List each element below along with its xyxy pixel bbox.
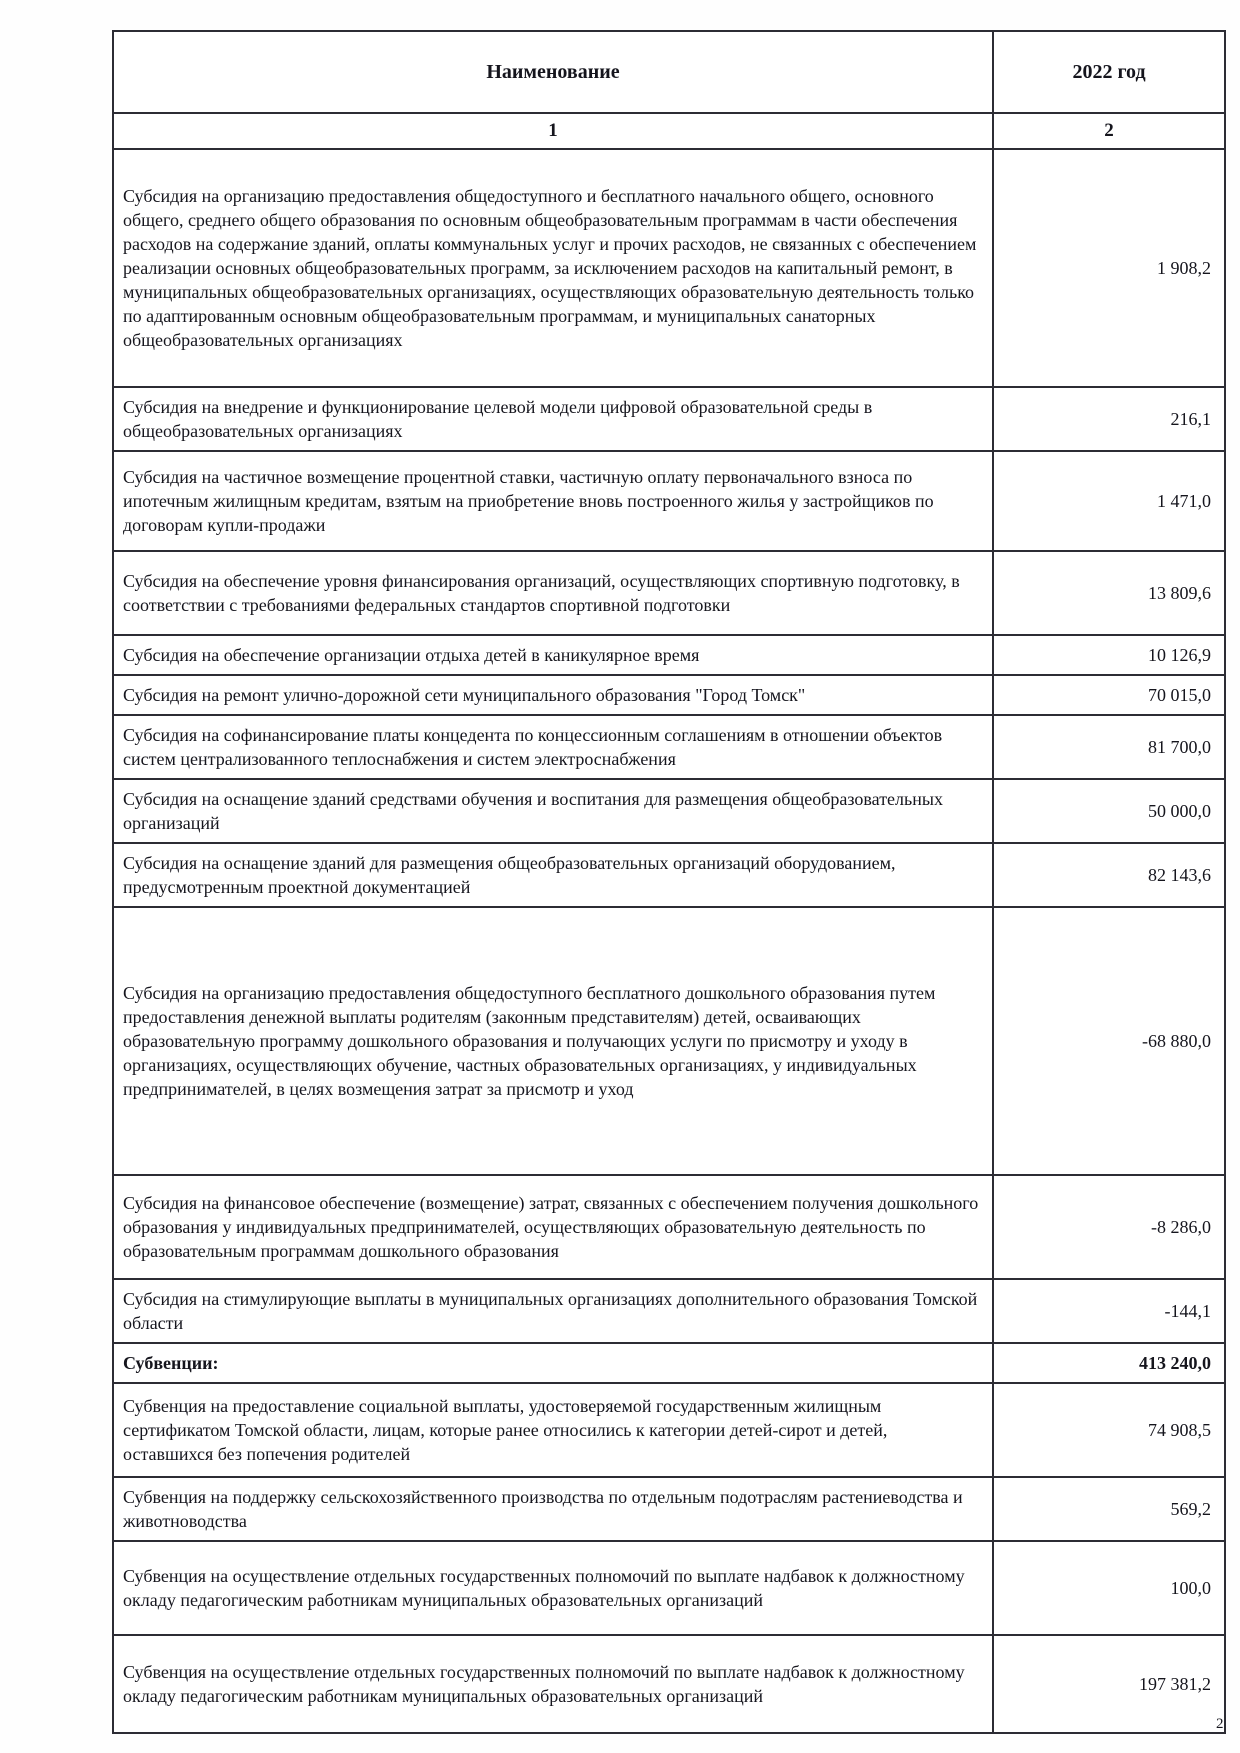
row-name-cell: Субсидия на частичное возмещение процентной ставки, частичную оплату первоначального взноса по ипотечным жилищным кредитам, взятым на приобретение вновь построенного жилья у застройщиков по договорам купли-продажи: [113, 451, 993, 551]
row-value-cell: 70 015,0: [993, 675, 1225, 715]
subheader-row: [113, 113, 1225, 149]
row-value-cell: 1 471,0: [993, 451, 1225, 551]
table-row: [113, 635, 1225, 675]
row-value-cell: -68 880,0: [993, 907, 1225, 1175]
row-name-cell: Субвенция на поддержку сельскохозяйственного производства по отдельным подотраслям растениеводства и животноводства: [113, 1477, 993, 1541]
table-row: [113, 1279, 1225, 1343]
row-value-cell: 81 700,0: [993, 715, 1225, 779]
budget-table: [112, 30, 1226, 1734]
row-name-cell: Субсидия на организацию предоставления общедоступного бесплатного дошкольного образования путем предоставления денежной выплаты родителям (законным представителям) детей, осваивающих образовательную программу дошкольного образования и получающих услуги по присмотру и уходу в организациях, осуществляющих обучение, частных образовательных организациях, у индивидуальных предпринимателей, в целях возмещения затрат за присмотр и уход: [113, 907, 993, 1175]
row-name-cell: Субсидия на организацию предоставления общедоступного и бесплатного начального общего, основного общего, среднего общего образования по основным общеобразовательным программам в части обеспечения расходов на содержание зданий, оплаты коммунальных услуг и прочих расходов, не связанных с обеспечением реализации основных общеобразовательных программ, за исключением расходов на капитальный ремонт, в муниципальных общеобразовательных организациях, осуществляющих образовательную деятельность только по адаптированным основным общеобразовательным программам, и муниципальных санаторных общеобразовательных организациях: [113, 149, 993, 387]
row-value-cell: 74 908,5: [993, 1383, 1225, 1477]
row-name-cell: Субсидия на оснащение зданий для размещения общеобразовательных организаций оборудованием, предусмотренным проектной документацией: [113, 843, 993, 907]
row-name-cell: Субвенция на осуществление отдельных государственных полномочий по выплате надбавок к должностному окладу педагогическим работникам муниципальных образовательных организаций: [113, 1541, 993, 1635]
row-value-cell: 1 908,2: [993, 149, 1225, 387]
table-row: [113, 1383, 1225, 1477]
row-value-cell: 197 381,2: [993, 1635, 1225, 1733]
row-value-cell: 413 240,0: [993, 1343, 1225, 1383]
table-row: [113, 387, 1225, 451]
row-value-cell: 50 000,0: [993, 779, 1225, 843]
table-row: [113, 1175, 1225, 1279]
row-name-cell: Субвенции:: [113, 1343, 993, 1383]
row-value-cell: 13 809,6: [993, 551, 1225, 635]
header-name-column: Наименование: [113, 31, 993, 113]
row-name-cell: Субсидия на ремонт улично-дорожной сети муниципального образования "Город Томск": [113, 675, 993, 715]
row-name-cell: Субсидия на стимулирующие выплаты в муниципальных организациях дополнительного образования Томской области: [113, 1279, 993, 1343]
table-row: [113, 1477, 1225, 1541]
table-row: [113, 779, 1225, 843]
row-value-cell: 10 126,9: [993, 635, 1225, 675]
table-row: [113, 843, 1225, 907]
table-row: [113, 149, 1225, 387]
table-row: [113, 451, 1225, 551]
row-value-cell: -144,1: [993, 1279, 1225, 1343]
row-value-cell: 569,2: [993, 1477, 1225, 1541]
row-value-cell: 100,0: [993, 1541, 1225, 1635]
row-name-cell: Субсидия на обеспечение организации отдыха детей в каникулярное время: [113, 635, 993, 675]
table-row: [113, 675, 1225, 715]
table-row: [113, 907, 1225, 1175]
table-row: [113, 1635, 1225, 1733]
table-row: [113, 1541, 1225, 1635]
column-number-1: 1: [113, 113, 993, 149]
row-name-cell: Субсидия на оснащение зданий средствами обучения и воспитания для размещения общеобразовательных организаций: [113, 779, 993, 843]
table-row-subventions-total: [113, 1343, 1225, 1383]
row-name-cell: Субсидия на внедрение и функционирование целевой модели цифровой образовательной среды в общеобразовательных организациях: [113, 387, 993, 451]
row-name-cell: Субсидия на финансовое обеспечение (возмещение) затрат, связанных с обеспечением получения дошкольного образования у индивидуальных предпринимателей, осуществляющих образовательную деятельность по образовательным программам дошкольного образования: [113, 1175, 993, 1279]
row-name-cell: Субвенция на предоставление социальной выплаты, удостоверяемой государственным жилищным сертификатом Томской области, лицам, которые ранее относились к категории детей-сирот и детей, оставшихся без попечения родителей: [113, 1383, 993, 1477]
row-name-cell: Субвенция на осуществление отдельных государственных полномочий по выплате надбавок к должностному окладу педагогическим работникам муниципальных образовательных организаций: [113, 1635, 993, 1733]
row-value-cell: 82 143,6: [993, 843, 1225, 907]
page-number: 2: [1216, 1716, 1224, 1732]
row-name-cell: Субсидия на софинансирование платы концедента по концессионным соглашениям в отношении объектов систем централизованного теплоснабжения и систем электроснабжения: [113, 715, 993, 779]
table-head: [113, 31, 1225, 149]
row-name-cell: Субсидия на обеспечение уровня финансирования организаций, осуществляющих спортивную подготовку, в соответствии с требованиями федеральных стандартов спортивной подготовки: [113, 551, 993, 635]
table-row: [113, 715, 1225, 779]
table-body: [113, 149, 1225, 1733]
column-number-2: 2: [993, 113, 1225, 149]
row-value-cell: -8 286,0: [993, 1175, 1225, 1279]
header-row: [113, 31, 1225, 113]
table-row: [113, 551, 1225, 635]
row-value-cell: 216,1: [993, 387, 1225, 451]
header-year-column: 2022 год: [993, 31, 1225, 113]
